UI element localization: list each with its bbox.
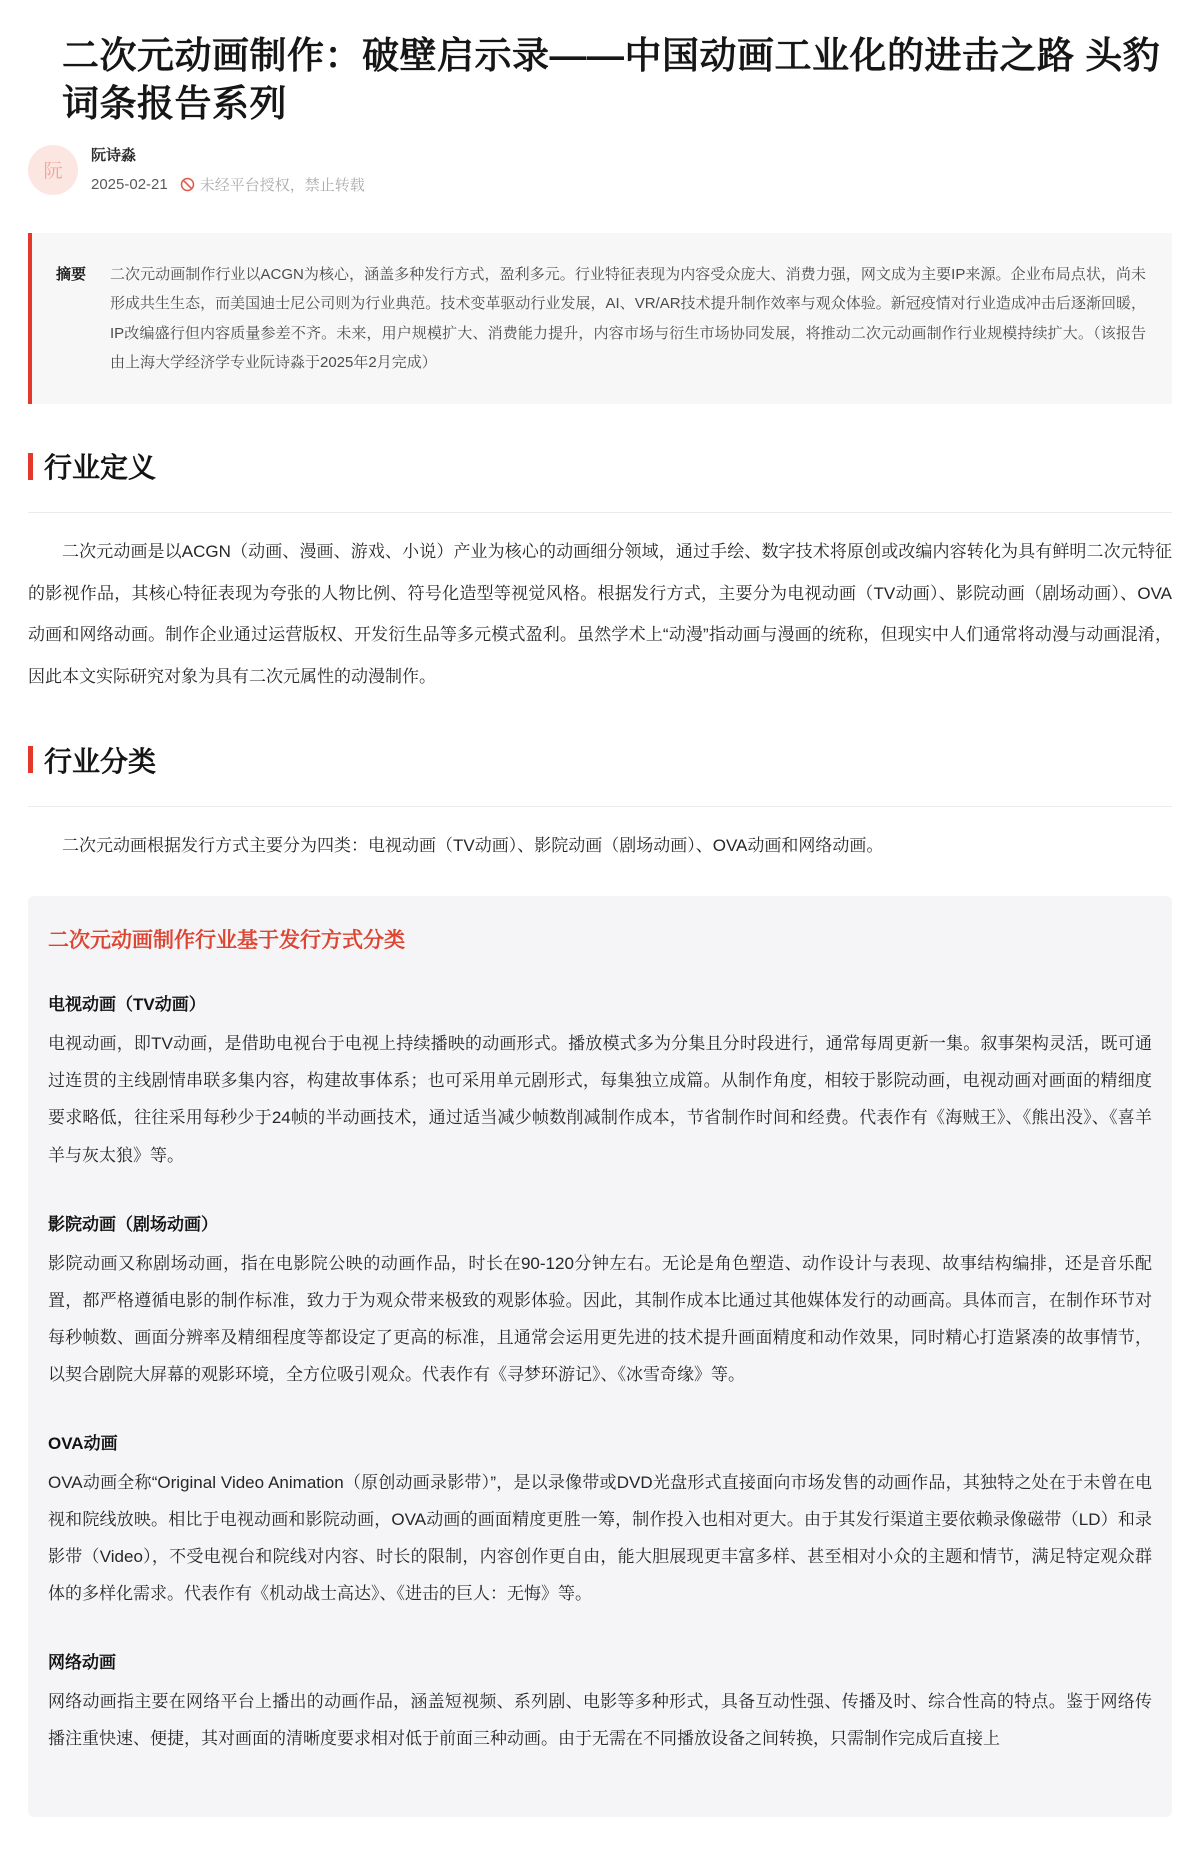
section-industry-definition [28,446,1172,698]
avatar[interactable] [28,145,78,195]
classification-item-heading: 网络动画 [48,1652,116,1672]
paragraph-industry-classification: 二次元动画根据发行方式主要分为四类：电视动画（TV动画）、影院动画（剧场动画）、OVA动画和网络动画。 [62,835,884,855]
article-title: 二次元动画制作：破壁启示录——中国动画工业化的进击之路 头豹词条报告系列 [62,35,1161,125]
section-divider [28,806,1172,807]
classification-card-title: 二次元动画制作行业基于发行方式分类 [48,929,405,953]
copyright-notice [180,174,365,195]
section-divider [28,512,1172,513]
classification-item-body: OVA动画全称“Original Video Animation（原创动画录影带）”，是以录像带或DVD光盘形式直接面向市场发售的动画作品，其独特之处在于未曾在电视和院线放映。相比于电视动画和影院动画，OVA动画的画面精度更胜一筹，制作投入也相对更大。由于其发行渠道主要依赖录像磁带（LD）和录影带（Video），不受电视台和院线对内容、时长的限制，内容创作更自由，能大胆展现更丰富多样、甚至相对小众的主题和情节，满足特定观众群体的多样化需求。代表作有《机动战士高达》、《进击的巨人：无悔》等。 [48,1472,1152,1603]
abstract-box [28,233,1172,404]
classification-item-body: 网络动画指主要在网络平台上播出的动画作品，涵盖短视频、系列剧、电影等多种形式，具备互动性强、传播及时、综合性高的特点。鉴于网络传播注重快速、便捷，其对画面的清晰度要求相对低于前面三种动画。由于无需在不同播放设备之间转换，只需制作完成后直接上 [48,1691,1152,1748]
publish-date: 2025-02-21 [91,176,168,194]
paragraph-industry-definition: 二次元动画是以ACGN（动画、漫画、游戏、小说）产业为核心的动画细分领域，通过手绘、数字技术将原创或改编内容转化为具有鲜明二次元特征的影视作品，其核心特征表现为夸张的人物比例、符号化造型等视觉风格。根据发行方式，主要分为电视动画（TV动画）、影院动画（剧场动画）、OVA动画和网络动画。制作企业通过运营版权、开发衍生品等多元模式盈利。虽然学术上“动漫”指动画与漫画的统称，但现实中人们通常将动漫与动画混淆，因此本文实际研究对象为具有二次元属性的动漫制作。 [28,542,1172,687]
section-heading-text: 行业定义 [44,452,157,484]
section-heading-industry-definition [28,446,1172,486]
classification-item-web-animation [48,1648,1152,1757]
classification-item-ova-animation [48,1429,1152,1612]
no-reprint-icon [180,177,195,192]
classification-item-tv-animation [48,990,1152,1173]
abstract-text: 二次元动画制作行业以ACGN为核心，涵盖多种发行方式，盈利多元。行业特征表现为内容受众庞大、消费力强，网文成为主要IP来源。企业布局点状，尚未形成共生生态，而美国迪士尼公司则为行业典范。技术变革驱动行业发展，AI、VR/AR技术提升制作效率与观众体验。新冠疫情对行业造成冲击后逐渐回暖，IP改编盛行但内容质量参差不齐。未来，用户规模扩大、消费能力提升，内容市场与衍生市场协同发展，将推动二次元动画制作行业规模持续扩大。（该报告由上海大学经济学专业阮诗淼于2025年2月完成） [110,266,1146,371]
publish-row [91,174,365,195]
classification-item-body: 电视动画，即TV动画，是借助电视台于电视上持续播映的动画形式。播放模式多为分集且分时段进行，通常每周更新一集。叙事架构灵活，既可通过连贯的主线剧情串联多集内容，构建故事体系；也可采用单元剧形式，每集独立成篇。从制作角度，相较于影院动画，电视动画对画面的精细度要求略低，往往采用每秒少于24帧的半动画技术，通过适当减少帧数削减制作成本，节省制作时间和经费。代表作有《海贼王》、《熊出没》、《喜羊羊与灰太狼》等。 [48,1034,1152,1165]
section-heading-text: 行业分类 [44,745,157,777]
classification-item-heading: OVA动画 [48,1433,118,1453]
classification-card [28,896,1172,1817]
author-name[interactable]: 阮诗淼 [91,147,137,165]
classification-item-body: 影院动画又称剧场动画，指在电影院公映的动画作品，时长在90-120分钟左右。无论是角色塑造、动作设计与表现、故事结构编排，还是音乐配置，都严格遵循电影的制作标准，致力于为观众带来极致的观影体验。因此，其制作成本比通过其他媒体发行的动画高。具体而言，在制作环节对每秒帧数、画面分辨率及精细程度等都设定了更高的标准，且通常会运用更先进的技术提升画面精度和动作效果，同时精心打造紧凑的故事情节，以契合剧院大屏幕的观影环境，全方位吸引观众。代表作有《寻梦环游记》、《冰雪奇缘》等。 [48,1253,1152,1384]
heading-accent-bar [28,453,33,480]
avatar-letter: 阮 [43,161,63,183]
author-meta [91,144,365,195]
abstract-label: 摘要 [56,266,87,284]
classification-item-heading: 电视动画（TV动画） [48,995,206,1015]
classification-item-theatrical-animation [48,1210,1152,1393]
classification-item-heading: 影院动画（剧场动画） [48,1214,218,1234]
author-row [28,144,1172,195]
section-industry-classification [28,740,1172,1817]
section-heading-industry-classification [28,740,1172,780]
copyright-notice-text: 未经平台授权，禁止转载 [199,177,365,195]
heading-accent-bar [28,746,33,773]
